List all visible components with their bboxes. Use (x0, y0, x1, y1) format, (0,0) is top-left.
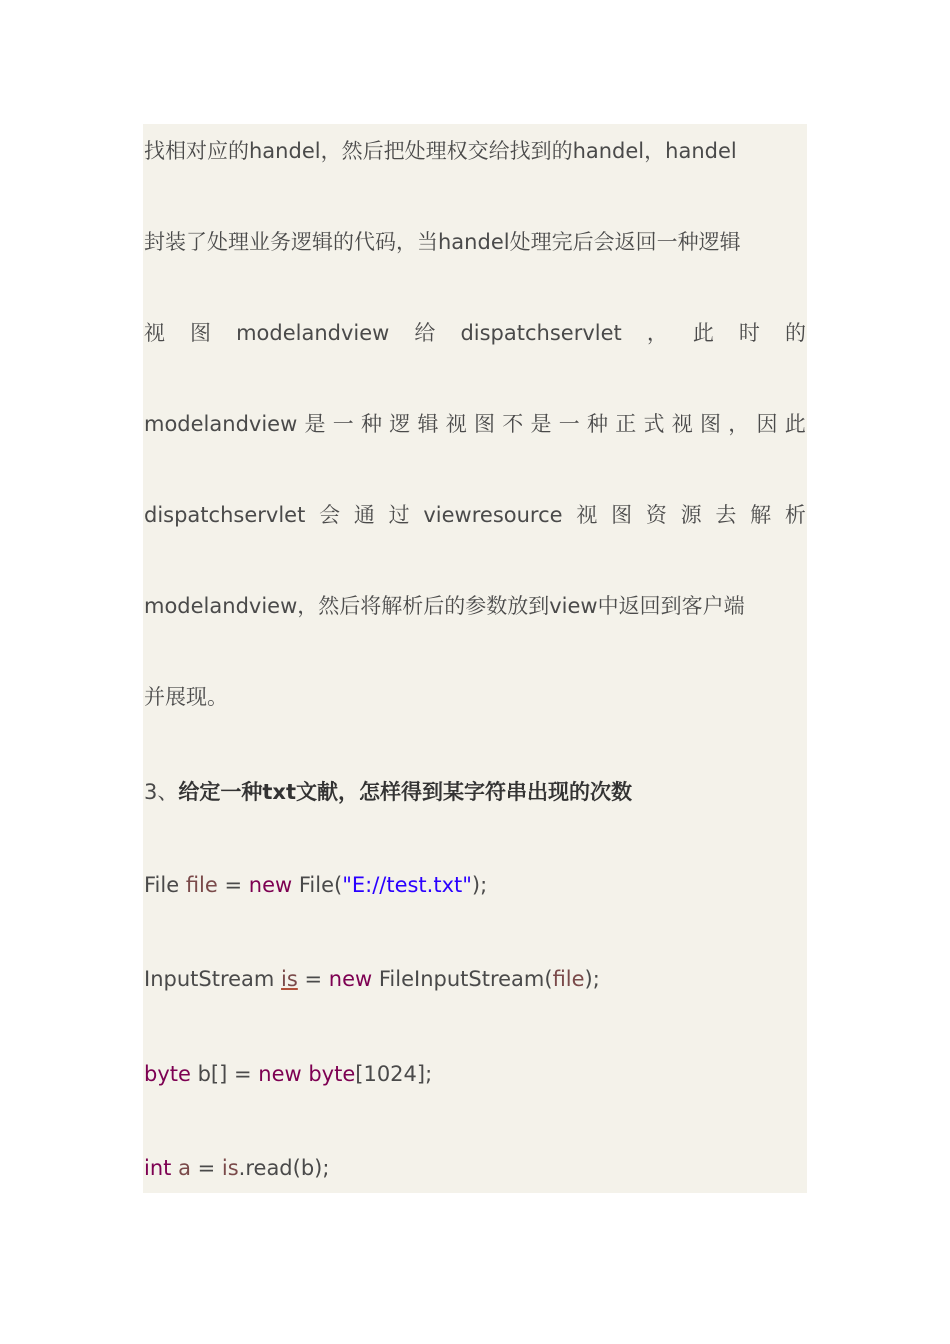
paragraph-word: 式 (643, 412, 665, 436)
code-punctuation: ); (471, 873, 488, 897)
paragraph-line-7: 并展现。 (144, 685, 228, 709)
paragraph-line-1: 找相对应的handel，然后把处理权交给找到的handel，handel (144, 139, 737, 163)
paragraph-word: dispatchservlet (460, 321, 622, 345)
code-type: InputStream (144, 967, 282, 991)
section-title: 给定一种txt文献，怎样得到某字符串出现的次数 (178, 780, 632, 804)
paragraph-word: viewresource (423, 503, 563, 527)
code-keyword: byte (144, 1062, 191, 1086)
paragraph-line-6: modelandview，然后将解析后的参数放到view中返回到客户端 (144, 594, 745, 618)
paragraph-word: 一 (558, 412, 580, 436)
code-operator: = (217, 873, 249, 897)
paragraph-word: 辑 (417, 412, 439, 436)
paragraph-word: 视 (576, 503, 598, 527)
code-operator: = (190, 1156, 222, 1180)
paragraph-word: dispatchservlet (144, 503, 306, 527)
paragraph-line-2: 封装了处理业务逻辑的代码，当handel处理完后会返回一种逻辑 (144, 230, 741, 254)
code-line-2 (144, 964, 806, 994)
paragraph-line-3 (144, 318, 806, 348)
code-type: File (144, 873, 180, 897)
code-keyword: new byte (258, 1062, 356, 1086)
paragraph-line-4 (144, 409, 806, 439)
paragraph-word: 时 (738, 321, 760, 345)
paragraph-word: 源 (680, 503, 702, 527)
code-keyword: int (144, 1156, 172, 1180)
paragraph-word: 视 (144, 321, 165, 345)
paragraph-word: 给 (414, 321, 436, 345)
code-variable: file (185, 873, 218, 897)
paragraph-word: 此 (784, 412, 806, 436)
code-line-3 (144, 1059, 806, 1089)
code-punctuation: ); (584, 967, 600, 991)
code-argument: file (552, 967, 585, 991)
paragraph-line-5 (144, 500, 806, 530)
section-heading (144, 777, 806, 807)
paragraph-word: 会 (319, 503, 341, 527)
paragraph-word: 一 (332, 412, 354, 436)
code-variable: a (171, 1156, 191, 1180)
paragraph-word: 是 (530, 412, 552, 436)
code-line-4 (144, 1153, 806, 1183)
code-constructor: FileInputStream( (372, 967, 553, 991)
paragraph-word: 的 (784, 321, 806, 345)
code-keyword: new (328, 967, 373, 991)
paragraph-word: 图 (474, 412, 496, 436)
code-line-1 (144, 870, 806, 900)
paragraph-word: 图 (611, 503, 633, 527)
paragraph-word: 去 (715, 503, 737, 527)
paragraph-word: 是 (304, 412, 326, 436)
paragraph-word: 正 (615, 412, 637, 436)
section-number: 3、 (144, 780, 179, 804)
paragraph-word: 此 (692, 321, 714, 345)
paragraph-word: 视 (445, 412, 467, 436)
code-operator: = (297, 967, 329, 991)
code-keyword: new (248, 873, 293, 897)
paragraph-word: ， (728, 412, 750, 436)
paragraph-word: 过 (388, 503, 410, 527)
code-method-call: .read(b); (238, 1156, 330, 1180)
paragraph-word: 种 (587, 412, 609, 436)
document-page-panel (143, 124, 807, 1193)
paragraph-word: 解 (750, 503, 772, 527)
paragraph-word: 逻 (389, 412, 411, 436)
code-constructor: File( (292, 873, 343, 897)
code-punctuation: [1024]; (355, 1062, 433, 1086)
paragraph-word: 资 (645, 503, 667, 527)
code-object: is (221, 1156, 239, 1180)
paragraph-word: 析 (784, 503, 806, 527)
paragraph-word: 种 (361, 412, 383, 436)
paragraph-word: 图 (190, 321, 212, 345)
paragraph-word: modelandview (144, 412, 298, 436)
code-string: "E://test.txt" (342, 873, 472, 897)
paragraph-word: 通 (353, 503, 375, 527)
paragraph-word: 不 (502, 412, 524, 436)
paragraph-word: 视 (671, 412, 693, 436)
code-declaration: b[] = (190, 1062, 259, 1086)
paragraph-word: 因 (756, 412, 778, 436)
paragraph-word: 图 (700, 412, 722, 436)
code-variable: is (281, 967, 298, 991)
paragraph-word: ， (646, 321, 668, 345)
paragraph-word: modelandview (236, 321, 390, 345)
